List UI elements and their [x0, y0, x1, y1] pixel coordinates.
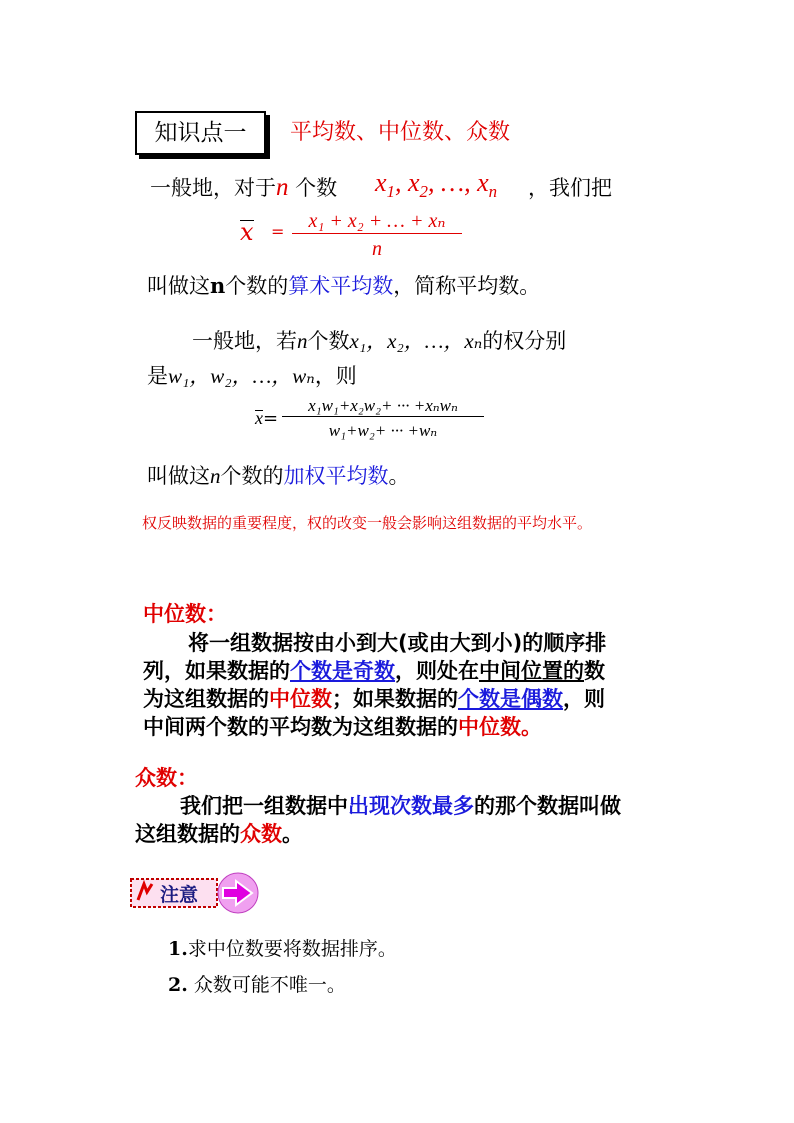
section-title: 平均数、中位数、众数 [290, 120, 511, 145]
knowledge-point-label: 知识点一 [154, 120, 247, 146]
notice-badge-label: 注意 [160, 884, 199, 906]
notice-item-1: 1.求中位数要将数据排序。 [168, 938, 397, 960]
mean-description: 叫做这n个数的算术平均数，简称平均数。 [147, 273, 541, 298]
mean-formula-fraction [292, 208, 462, 261]
weighted-formula-fraction [282, 396, 484, 441]
median-line-2: 列，如果数据的个数是奇数，则处在中间位置的数 [143, 659, 605, 683]
mean-formula-lhs: x [240, 218, 254, 246]
weighted-formula-denominator: w₁+w₂+ ··· +wₙ [328, 421, 438, 440]
notice-badge [130, 870, 260, 916]
weighted-line-2: 是w₁，w₂，…，wₙ，则 [147, 364, 357, 388]
knowledge-point-box [135, 111, 266, 155]
weighted-formula-numerator: x₁w₁+x₂w₂+ ··· +xₙwₙ [308, 396, 458, 415]
median-line-1: 将一组数据按由小到大(或由大到小)的顺序排 [188, 631, 607, 655]
odd-count-term: 个数是奇数 [290, 659, 395, 683]
mean-intro-text-a: 一般地，对于 [150, 176, 276, 200]
arithmetic-mean-term: 算术平均数 [288, 274, 394, 298]
mode-line-1: 我们把一组数据中出现次数最多的那个数据叫做 [180, 794, 621, 818]
weighted-description: 叫做这n个数的加权平均数。 [147, 464, 410, 488]
mean-formula-eq: = [271, 222, 285, 241]
most-frequent-term: 出现次数最多 [348, 794, 474, 818]
even-count-term: 个数是偶数 [458, 687, 563, 711]
mean-sequence: $x_1$, $x_2$, …, $x_n$ [375, 168, 498, 201]
median-term: 中位数 [269, 687, 332, 711]
mean-intro [150, 172, 337, 202]
median-heading: 中位数： [143, 602, 227, 626]
weight-note: 权反映数据的重要程度，权的改变一般会影响这组数据的平均水平。 [142, 514, 593, 532]
notice-item-2: 2. 众数可能不唯一。 [168, 974, 346, 996]
mean-intro-n: n [276, 174, 289, 201]
weighted-formula-lhs: x= [255, 408, 279, 429]
middle-position-term: 中间位置的 [479, 659, 584, 683]
mean-formula-numerator: x₁ + x₂ + … + xₙ [308, 210, 446, 232]
mode-heading: 众数： [135, 766, 198, 790]
mode-term: 众数 [240, 822, 282, 846]
mean-formula-denominator: n [372, 238, 382, 260]
mean-intro-text-b: 个数 [288, 176, 338, 200]
median-line-3: 为这组数据的中位数；如果数据的个数是偶数，则 [143, 687, 605, 711]
mean-intro-end: ，我们把 [528, 176, 612, 200]
mode-line-2: 这组数据的众数。 [135, 822, 303, 846]
weighted-line-1: 一般地，若n个数x₁，x₂，…，xₙ的权分别 [192, 329, 567, 353]
weighted-mean-term: 加权平均数 [283, 464, 389, 488]
median-line-4: 中间两个数的平均数为这组数据的中位数。 [143, 715, 542, 739]
median-term-2: 中位数。 [458, 715, 542, 739]
